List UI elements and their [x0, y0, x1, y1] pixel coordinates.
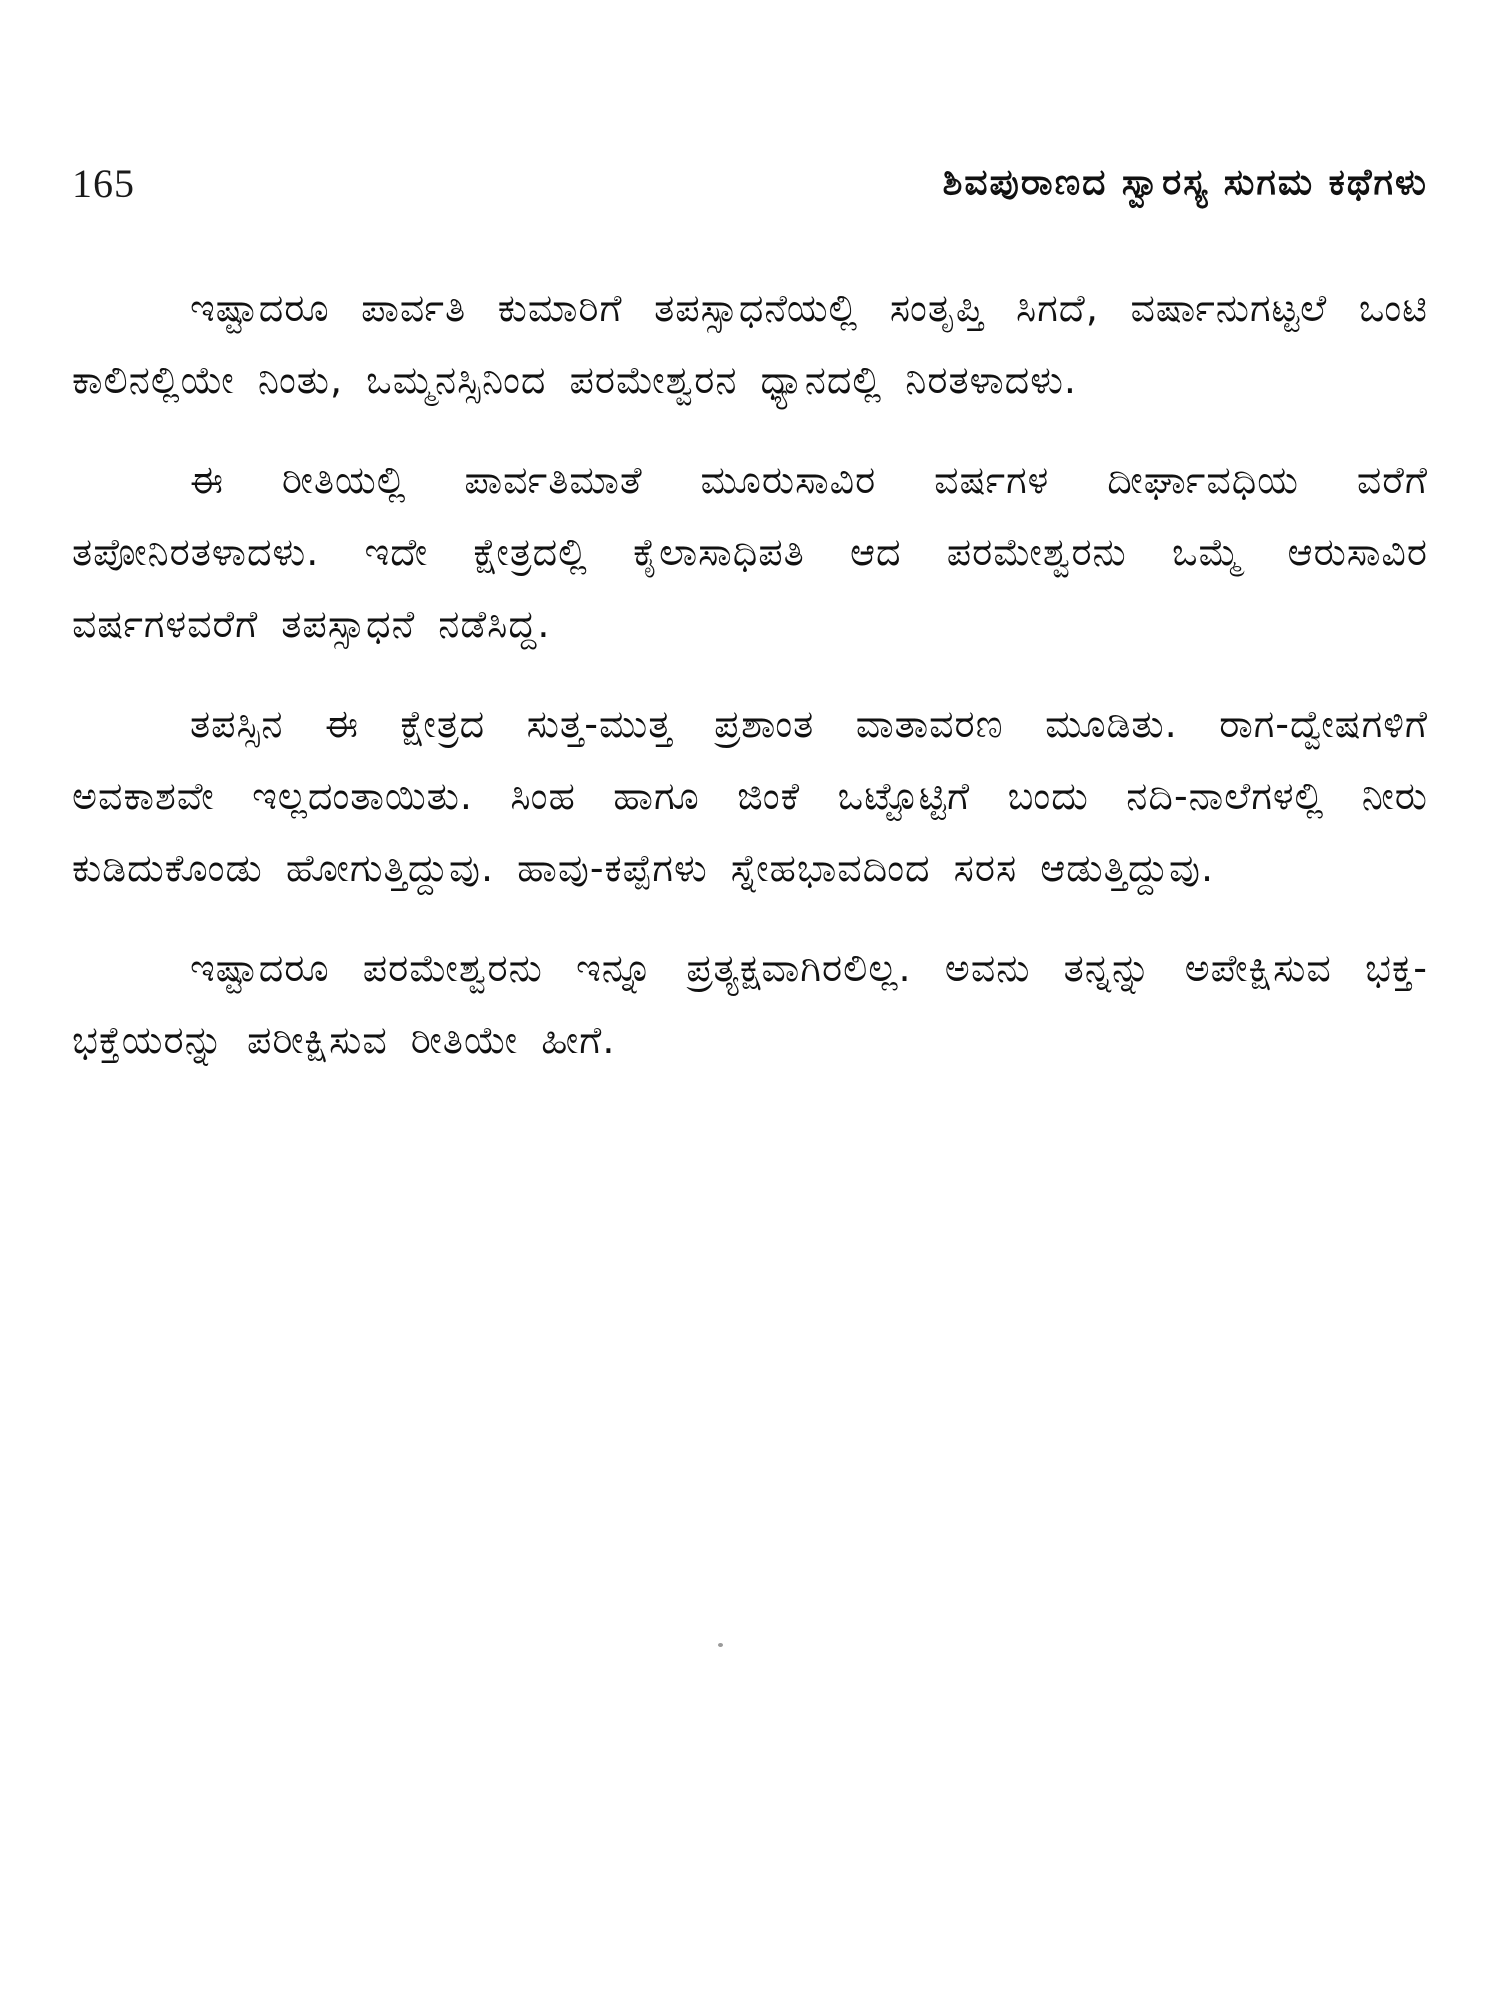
book-title: ಶಿವಪುರಾಣದ ಸ್ವಾರಸ್ಯ ಸುಗಮ ಕಥೆಗಳು [942, 162, 1428, 203]
running-header [72, 148, 1428, 218]
paragraph-4: ಇಷ್ಟಾದರೂ ಪರಮೇಶ್ವರನು ಇನ್ನೂ ಪ್ರತ್ಯಕ್ಷವಾಗಿರಲಿಲ್ಲ. ಅವನು ತನ್ನನ್ನು ಅಪೇಕ್ಷಿಸುವ ಭಕ್ತ-ಭಕ್ತೆಯರನ್ನು ಪರೀಕ್ಷಿಸುವ ರೀತಿಯೇ ಹೀಗೆ. [72, 946, 1428, 1062]
paragraph-2: ಈ ರೀತಿಯಲ್ಲಿ ಪಾರ್ವತಿಮಾತೆ ಮೂರುಸಾವಿರ ವರ್ಷಗಳ ದೀರ್ಘಾವಧಿಯ ವರೆಗೆ ತಪೋನಿರತಳಾದಳು. ಇದೇ ಕ್ಷೇತ್ರದಲ್ಲಿ ಕೈಲಾಸಾಧಿಪತಿ ಆದ ಪರಮೇಶ್ವರನು ಒಮ್ಮೆ ಆರುಸಾವಿರ ವರ್ಷಗಳವರೆಗೆ ತಪಸ್ಸಾಧನೆ ನಡೆಸಿದ್ದ. [72, 458, 1428, 646]
paragraph-1: ಇಷ್ಟಾದರೂ ಪಾರ್ವತಿ ಕುಮಾರಿಗೆ ತಪಸ್ಸಾಧನೆಯಲ್ಲಿ ಸಂತೃಪ್ತಿ ಸಿಗದೆ, ವರ್ಷಾನುಗಟ್ಟಲೆ ಒಂಟಿ ಕಾಲಿನಲ್ಲಿಯೇ ನಿಂತು, ಒಮ್ಮನಸ್ಸಿನಿಂದ ಪರಮೇಶ್ವರನ ಧ್ಯಾನದಲ್ಲಿ ನಿರತಳಾದಳು. [72, 286, 1428, 402]
paragraph-3: ತಪಸ್ಸಿನ ಈ ಕ್ಷೇತ್ರದ ಸುತ್ತ-ಮುತ್ತ ಪ್ರಶಾಂತ ವಾತಾವರಣ ಮೂಡಿತು. ರಾಗ-ದ್ವೇಷಗಳಿಗೆ ಅವಕಾಶವೇ ಇಲ್ಲದಂತಾಯಿತು. ಸಿಂಹ ಹಾಗೂ ಜಿಂಕೆ ಒಟ್ಟೊಟ್ಟಿಗೆ ಬಂದು ನದಿ-ನಾಲೆಗಳಲ್ಲಿ ನೀರು ಕುಡಿದುಕೊಂಡು ಹೋಗುತ್ತಿದ್ದುವು. ಹಾವು-ಕಪ್ಪೆಗಳು ಸ್ನೇಹಭಾವದಿಂದ ಸರಸ ಆಡುತ್ತಿದ್ದುವು. [72, 702, 1428, 890]
page-number: 165 [72, 160, 135, 206]
ink-speck [718, 1643, 723, 1647]
body-text [72, 272, 1428, 1104]
